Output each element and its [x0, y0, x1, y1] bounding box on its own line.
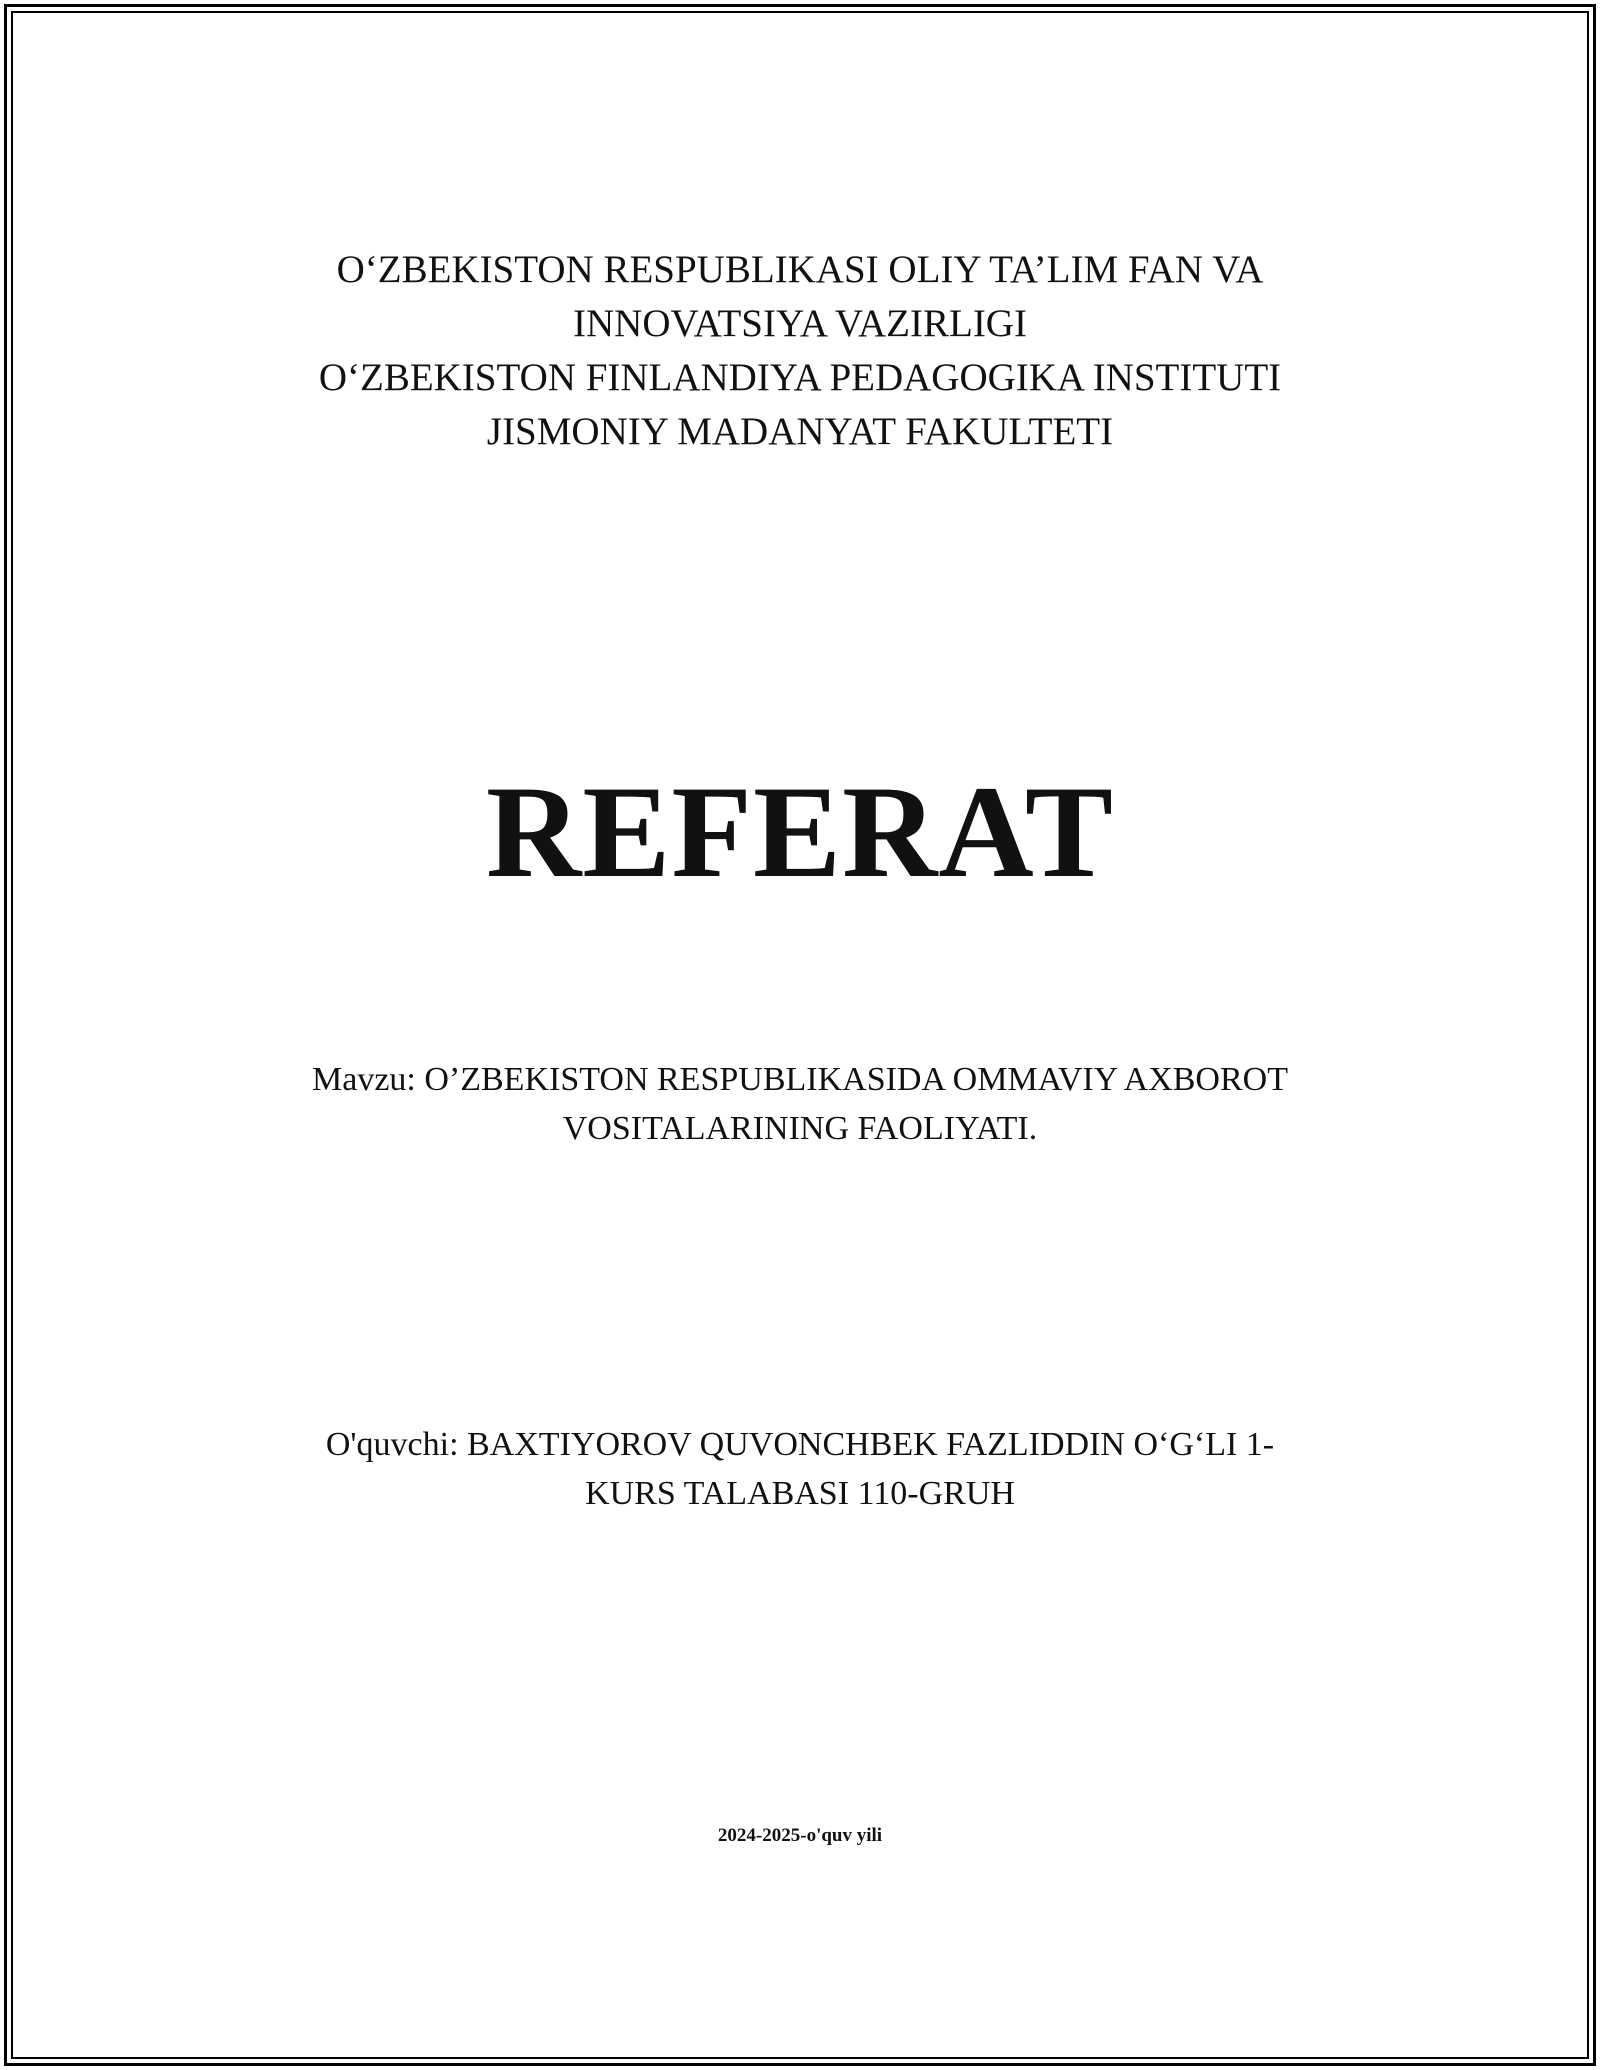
header-line-faculty: JISMONIY MADANYAT FAKULTETI [486, 410, 1114, 453]
student-line-2: KURS TALABASI 110-GRUH [585, 1475, 1015, 1512]
topic-line-1: Mavzu: O’ZBEKISTON RESPUBLIKASIDA OMMAVIY AXBOROT [312, 1061, 1288, 1098]
institution-header [0, 243, 1600, 459]
header-line-ministry-2: INNOVATSIYA VAZIRLIGI [573, 302, 1027, 345]
student-line-1: O'quvchi: BAXTIYOROV QUVONCHBEK FAZLIDDIN O‘G‘LI 1- [325, 1426, 1275, 1463]
academic-year: 2024-2025-o'quv yili [717, 1825, 883, 1846]
header-line-ministry-1: O‘ZBEKISTON RESPUBLIKASI OLIY TA’LIM FAN VA [336, 248, 1264, 291]
student-block [0, 1420, 1600, 1518]
topic-block [0, 1055, 1600, 1153]
header-line-institute: O‘ZBEKISTON FINLANDIYA PEDAGOGIKA INSTITUTI [318, 356, 1282, 399]
topic-line-2: VOSITALARINING FAOLIYATI. [562, 1110, 1038, 1147]
document-title: REFERAT [486, 758, 1114, 905]
